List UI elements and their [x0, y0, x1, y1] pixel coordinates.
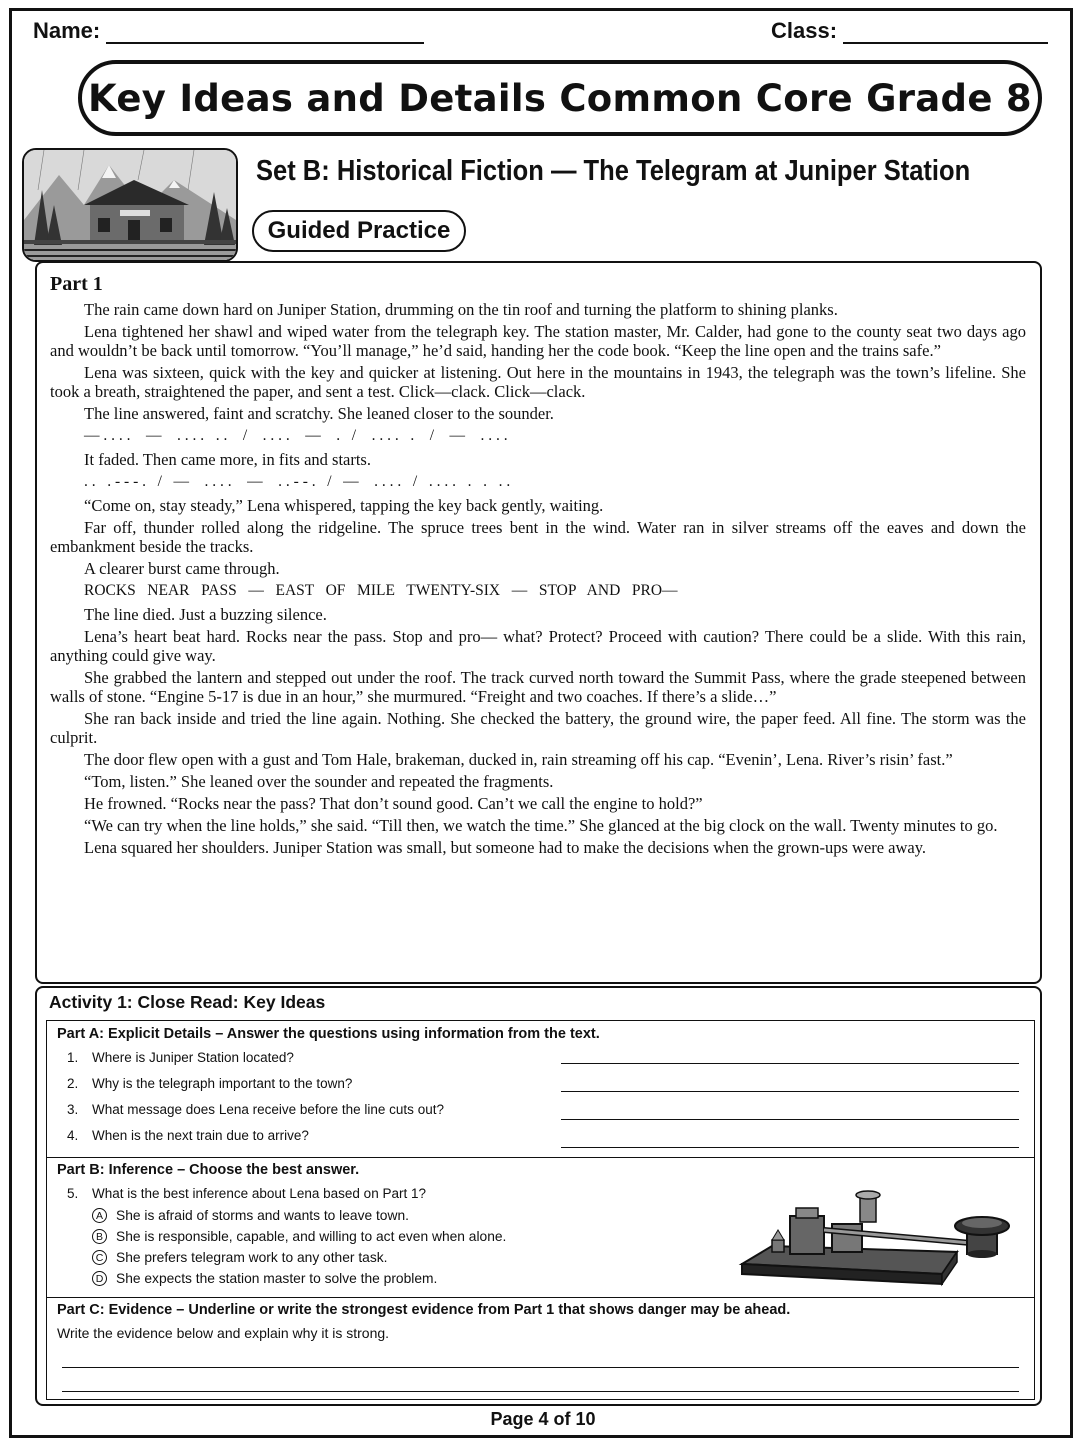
option-d-bubble[interactable]: D: [92, 1271, 107, 1286]
passage-paragraph: She grabbed the lantern and stepped out under the roof. The track curved north toward the Summit Pass, where the grade steepened between walls of stone. “Engine 5-17 is due in an hour,” she murmured. “Freight and two coaches. If there’s a slide…”: [50, 668, 1026, 706]
passage-paragraph: The rain came down hard on Juniper Station, drumming on the tin roof and turning the platform to shining planks.: [84, 300, 838, 319]
answer-line-1[interactable]: [561, 1063, 1019, 1064]
question-3: 3. What message does Lena receive before the line cuts out?: [67, 1102, 444, 1117]
telegram-message: ROCKS NEAR PASS — EAST OF MILE TWENTY-SIX — STOP AND PRO—: [84, 582, 678, 599]
answer-line-4[interactable]: [561, 1147, 1019, 1148]
option-d[interactable]: D She expects the station master to solve the problem.: [92, 1271, 437, 1286]
class-blank[interactable]: [843, 24, 1048, 44]
passage-paragraph: A clearer burst came through.: [84, 559, 280, 578]
class-label: Class:: [771, 18, 838, 43]
option-b[interactable]: B She is responsible, capable, and willing to act even when alone.: [92, 1229, 506, 1244]
passage-paragraph: “Tom, listen.” She leaned over the sounder and repeated the fragments.: [84, 772, 554, 791]
part-a-section: [46, 1020, 1035, 1158]
telegraph-key-icon: [732, 1186, 1022, 1298]
evidence-line-1[interactable]: [62, 1367, 1019, 1368]
passage-paragraph: The door flew open with a gust and Tom Hale, brakeman, ducked in, rain streaming off his cap. “Evenin’, Lena. River’s risin’ fast.”: [84, 750, 953, 769]
option-a[interactable]: A She is afraid of storms and wants to leave town.: [92, 1208, 409, 1223]
class-field[interactable]: [771, 18, 1048, 44]
station-illustration: [22, 148, 238, 262]
page-number: Page 4 of 10: [490, 1409, 596, 1429]
part-b-heading: Part B: Inference – Choose the best answer.: [57, 1162, 360, 1178]
passage-paragraph: It faded. Then came more, in fits and starts.: [84, 450, 371, 469]
passage-paragraph: She ran back inside and tried the line again. Nothing. She checked the battery, the ground wire, the paper feed. All fine. The storm was the culprit.: [50, 709, 1026, 747]
part1-heading: Part 1: [50, 273, 103, 295]
evidence-line-2[interactable]: [62, 1391, 1019, 1392]
activity-heading: Activity 1: Close Read: Key Ideas: [49, 992, 326, 1012]
passage-paragraph: “We can try when the line holds,” she said. “Till then, we watch the time.” She glanced at the big clock on the wall. Twenty minutes to go.: [84, 816, 998, 835]
passage-paragraph: Lena tightened her shawl and wiped water from the telegraph key. The station master, Mr. Calder, had gone to the county seat two days ago and wouldn’t be back until tomorrow. “You’ll manage,” he’d said, handing her the code book. “Keep the line open and the trains safe.”: [50, 322, 1026, 360]
name-field[interactable]: [33, 18, 424, 44]
name-blank[interactable]: [106, 24, 424, 44]
part-a-heading: Part A: Explicit Details – Answer the questions using information from the text.: [57, 1026, 600, 1042]
option-c[interactable]: C She prefers telegram work to any other task.: [92, 1250, 387, 1265]
option-b-bubble[interactable]: B: [92, 1229, 107, 1244]
question-5: 5. What is the best inference about Lena based on Part 1?: [67, 1186, 426, 1201]
question-1: 1. Where is Juniper Station located?: [67, 1050, 294, 1065]
morse-code-line: . . . - - - . / — . . . . — . . - - . / — . . . . / . . . . . . . .: [84, 473, 511, 490]
part-c-section: [46, 1297, 1035, 1400]
passage-paragraph: Lena squared her shoulders. Juniper Station was small, but someone had to make the decisions when the grown-ups were away.: [84, 838, 927, 857]
option-c-bubble[interactable]: C: [92, 1250, 107, 1265]
part-b-section: [46, 1157, 1035, 1298]
passage-paragraph: Far off, thunder rolled along the ridgeline. The spruce trees bent in the wind. Water ran in silver streams off the eaves and down the embankment beside the tracks.: [50, 518, 1026, 556]
question-4: 4. When is the next train due to arrive?: [67, 1128, 309, 1143]
part-c-heading: Part C: Evidence – Underline or write the strongest evidence from Part 1 that shows danger may be ahead.: [57, 1302, 791, 1318]
part1-passage: [35, 261, 1042, 984]
passage-paragraph: The line answered, faint and scratchy. She leaned closer to the sounder.: [84, 404, 554, 423]
name-label: Name:: [33, 18, 101, 43]
part-c-instruction: Write the evidence below and explain why it is strong.: [57, 1325, 390, 1341]
set-title: Set B: Historical Fiction — The Telegram at Juniper Station: [256, 155, 971, 187]
answer-line-3[interactable]: [561, 1119, 1019, 1120]
morse-code-line: — . . . . — . . . . . . / . . . . — . / . . . . . / — . . . .: [84, 427, 508, 444]
answer-line-2[interactable]: [561, 1091, 1019, 1092]
guided-practice-badge: Guided Practice: [252, 210, 466, 252]
activity-1: [35, 986, 1042, 1406]
option-a-bubble[interactable]: A: [92, 1208, 107, 1223]
passage-paragraph: The line died. Just a buzzing silence.: [84, 605, 327, 624]
title-banner: [78, 60, 1042, 136]
passage-paragraph: Lena’s heart beat hard. Rocks near the pass. Stop and pro— what? Protect? Proceed with caution? There could be a slide. With this rain, anything could give way.: [50, 627, 1026, 665]
question-2: 2. Why is the telegraph important to the town?: [67, 1076, 353, 1091]
page-title: Key Ideas and Details Common Core Grade 8: [88, 76, 1032, 120]
passage-paragraph: Lena was sixteen, quick with the key and quicker at listening. Out here in the mountains in 1943, the telegraph was the town’s lifeline. She took a breath, straightened the paper, and sent a test. Click—clack. Click—clack.: [50, 363, 1026, 401]
passage-paragraph: He frowned. “Rocks near the pass? That don’t sound good. Can’t we call the engine to hold?”: [84, 794, 703, 813]
passage-paragraph: “Come on, stay steady,” Lena whispered, tapping the key back gently, waiting.: [84, 496, 604, 515]
